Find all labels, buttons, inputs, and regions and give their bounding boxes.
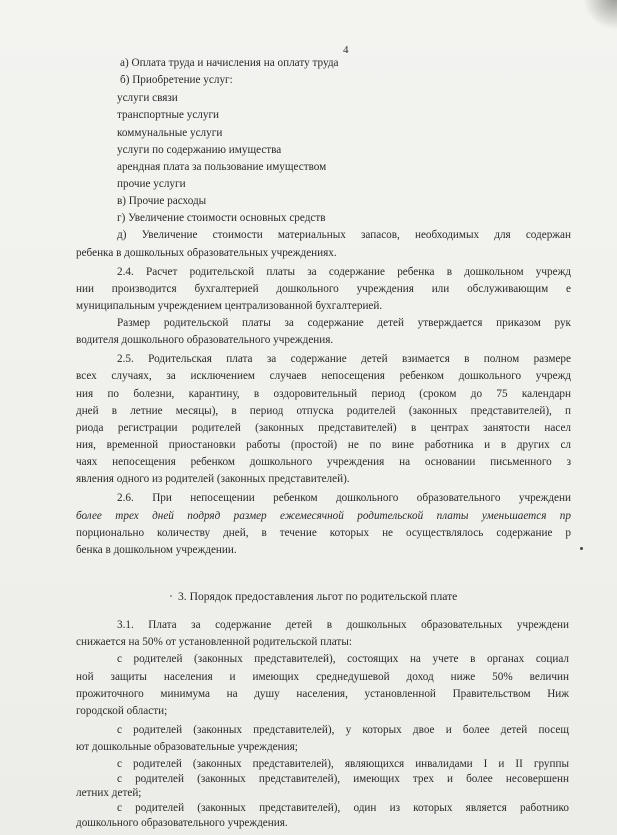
text-line: 3.1. Плата за содержание детей в дошкольных образовательных учреждени	[117, 619, 569, 632]
text-line: г) Увеличение стоимости основных средств	[117, 213, 326, 225]
text-line: снижается на 50% от установленной родительской платы:	[76, 637, 352, 649]
text-line: с родителей (законных представителей), имеющих трех и более несовершенн	[117, 773, 569, 786]
page-number: 4	[343, 44, 349, 56]
scan-corner-shadow	[583, 0, 617, 30]
scan-speck	[170, 595, 172, 597]
text-line: водителя дошкольного образовательного учреждения.	[76, 335, 334, 347]
text-line: 2.6. При непосещении ребенком дошкольного образовательного учреждени	[117, 492, 571, 505]
text-line: явления одного из родителей (законных представителей).	[76, 474, 350, 486]
text-line: с родителей (законных представителей), один из которых является работнико	[117, 801, 569, 814]
text-line: с родителей (законных представителей), у которых двое и более детей посещ	[117, 723, 569, 736]
text-line: коммунальные услуги	[117, 127, 223, 139]
text-line: д) Увеличение стоимости материальных запасов, необходимых для содержан	[117, 229, 571, 242]
text-line: Размер родительской платы за содержание детей утверждается приказом рук	[117, 317, 571, 330]
text-line: арендная плата за пользование имуществом	[117, 161, 327, 173]
text-line: ребенка в дошкольных образовательных учреждениях.	[76, 247, 337, 259]
text-line: 2.5. Родительская плата за содержание детей взимается в полном размере	[117, 353, 571, 366]
section-heading: 3. Порядок предоставления льгот по родительской плате	[178, 589, 458, 603]
text-line: дней в летние месяцы), в период отпуска родителей (законных представителей), п	[76, 404, 571, 417]
text-line: ния, временной приостановки работы (простой) не по вине работника и в других сл	[76, 439, 571, 452]
text-line: транспортные услуги	[117, 110, 220, 122]
scan-speck	[580, 547, 583, 550]
text-line: всех случаях, за исключением случаев непосещения ребенком дошкольного учрежд	[76, 370, 571, 383]
text-line: услуги по содержанию имущества	[117, 144, 282, 156]
text-line: дошкольного образовательного учреждения.	[76, 818, 288, 829]
text-line: нии производится бухгалтерией дошкольного учреждения или обслуживающим е	[76, 282, 571, 295]
text-line: прожиточного минимума на душу населения, установленной Правительством Ниж	[76, 687, 569, 700]
text-line: риода регистрации родителей (законных представителей) в центрах занятости насел	[76, 421, 571, 434]
text-line: городской области;	[76, 705, 168, 717]
text-line: муниципальным учреждением централизованной бухгалтерией.	[76, 300, 383, 312]
text-line: более трех дней подряд размер ежемесячной родительской платы уменьшается пр	[76, 509, 571, 522]
text-line: летних детей;	[76, 787, 142, 799]
text-line: с родителей (законных представителей), являющихся инвалидами I и II группы	[117, 758, 569, 771]
text-line: а) Оплата труда и начисления на оплату труда	[120, 58, 339, 69]
text-line: ния по болезни, карантину, в оздоровительный период (сроком до 75 календарн	[76, 387, 571, 400]
text-line: с родителей (законных представителей), состоящих на учете в органах социал	[117, 653, 569, 666]
text-line: б) Приобретение услуг:	[120, 75, 233, 87]
text-line: ной защиты населения и имеющих среднедушевой доход ниже 50% величин	[76, 670, 569, 683]
text-line: 2.4. Расчет родительской платы за содержание ребенка в дошкольном учрежд	[117, 265, 571, 278]
text-line: порционально количеству дней, в течение которых не осуществлялось содержание р	[76, 526, 571, 539]
text-line: ют дошкольные образовательные учреждения;	[76, 742, 298, 753]
text-line: чаях непосещения ребенком дошкольного учреждения на основании письменного з	[76, 456, 571, 469]
text-line: прочие услуги	[117, 178, 186, 190]
text-line: услуги связи	[117, 93, 178, 105]
text-line: бенка в дошкольном учреждении.	[76, 544, 237, 556]
text-line: в) Прочие расходы	[117, 196, 207, 208]
